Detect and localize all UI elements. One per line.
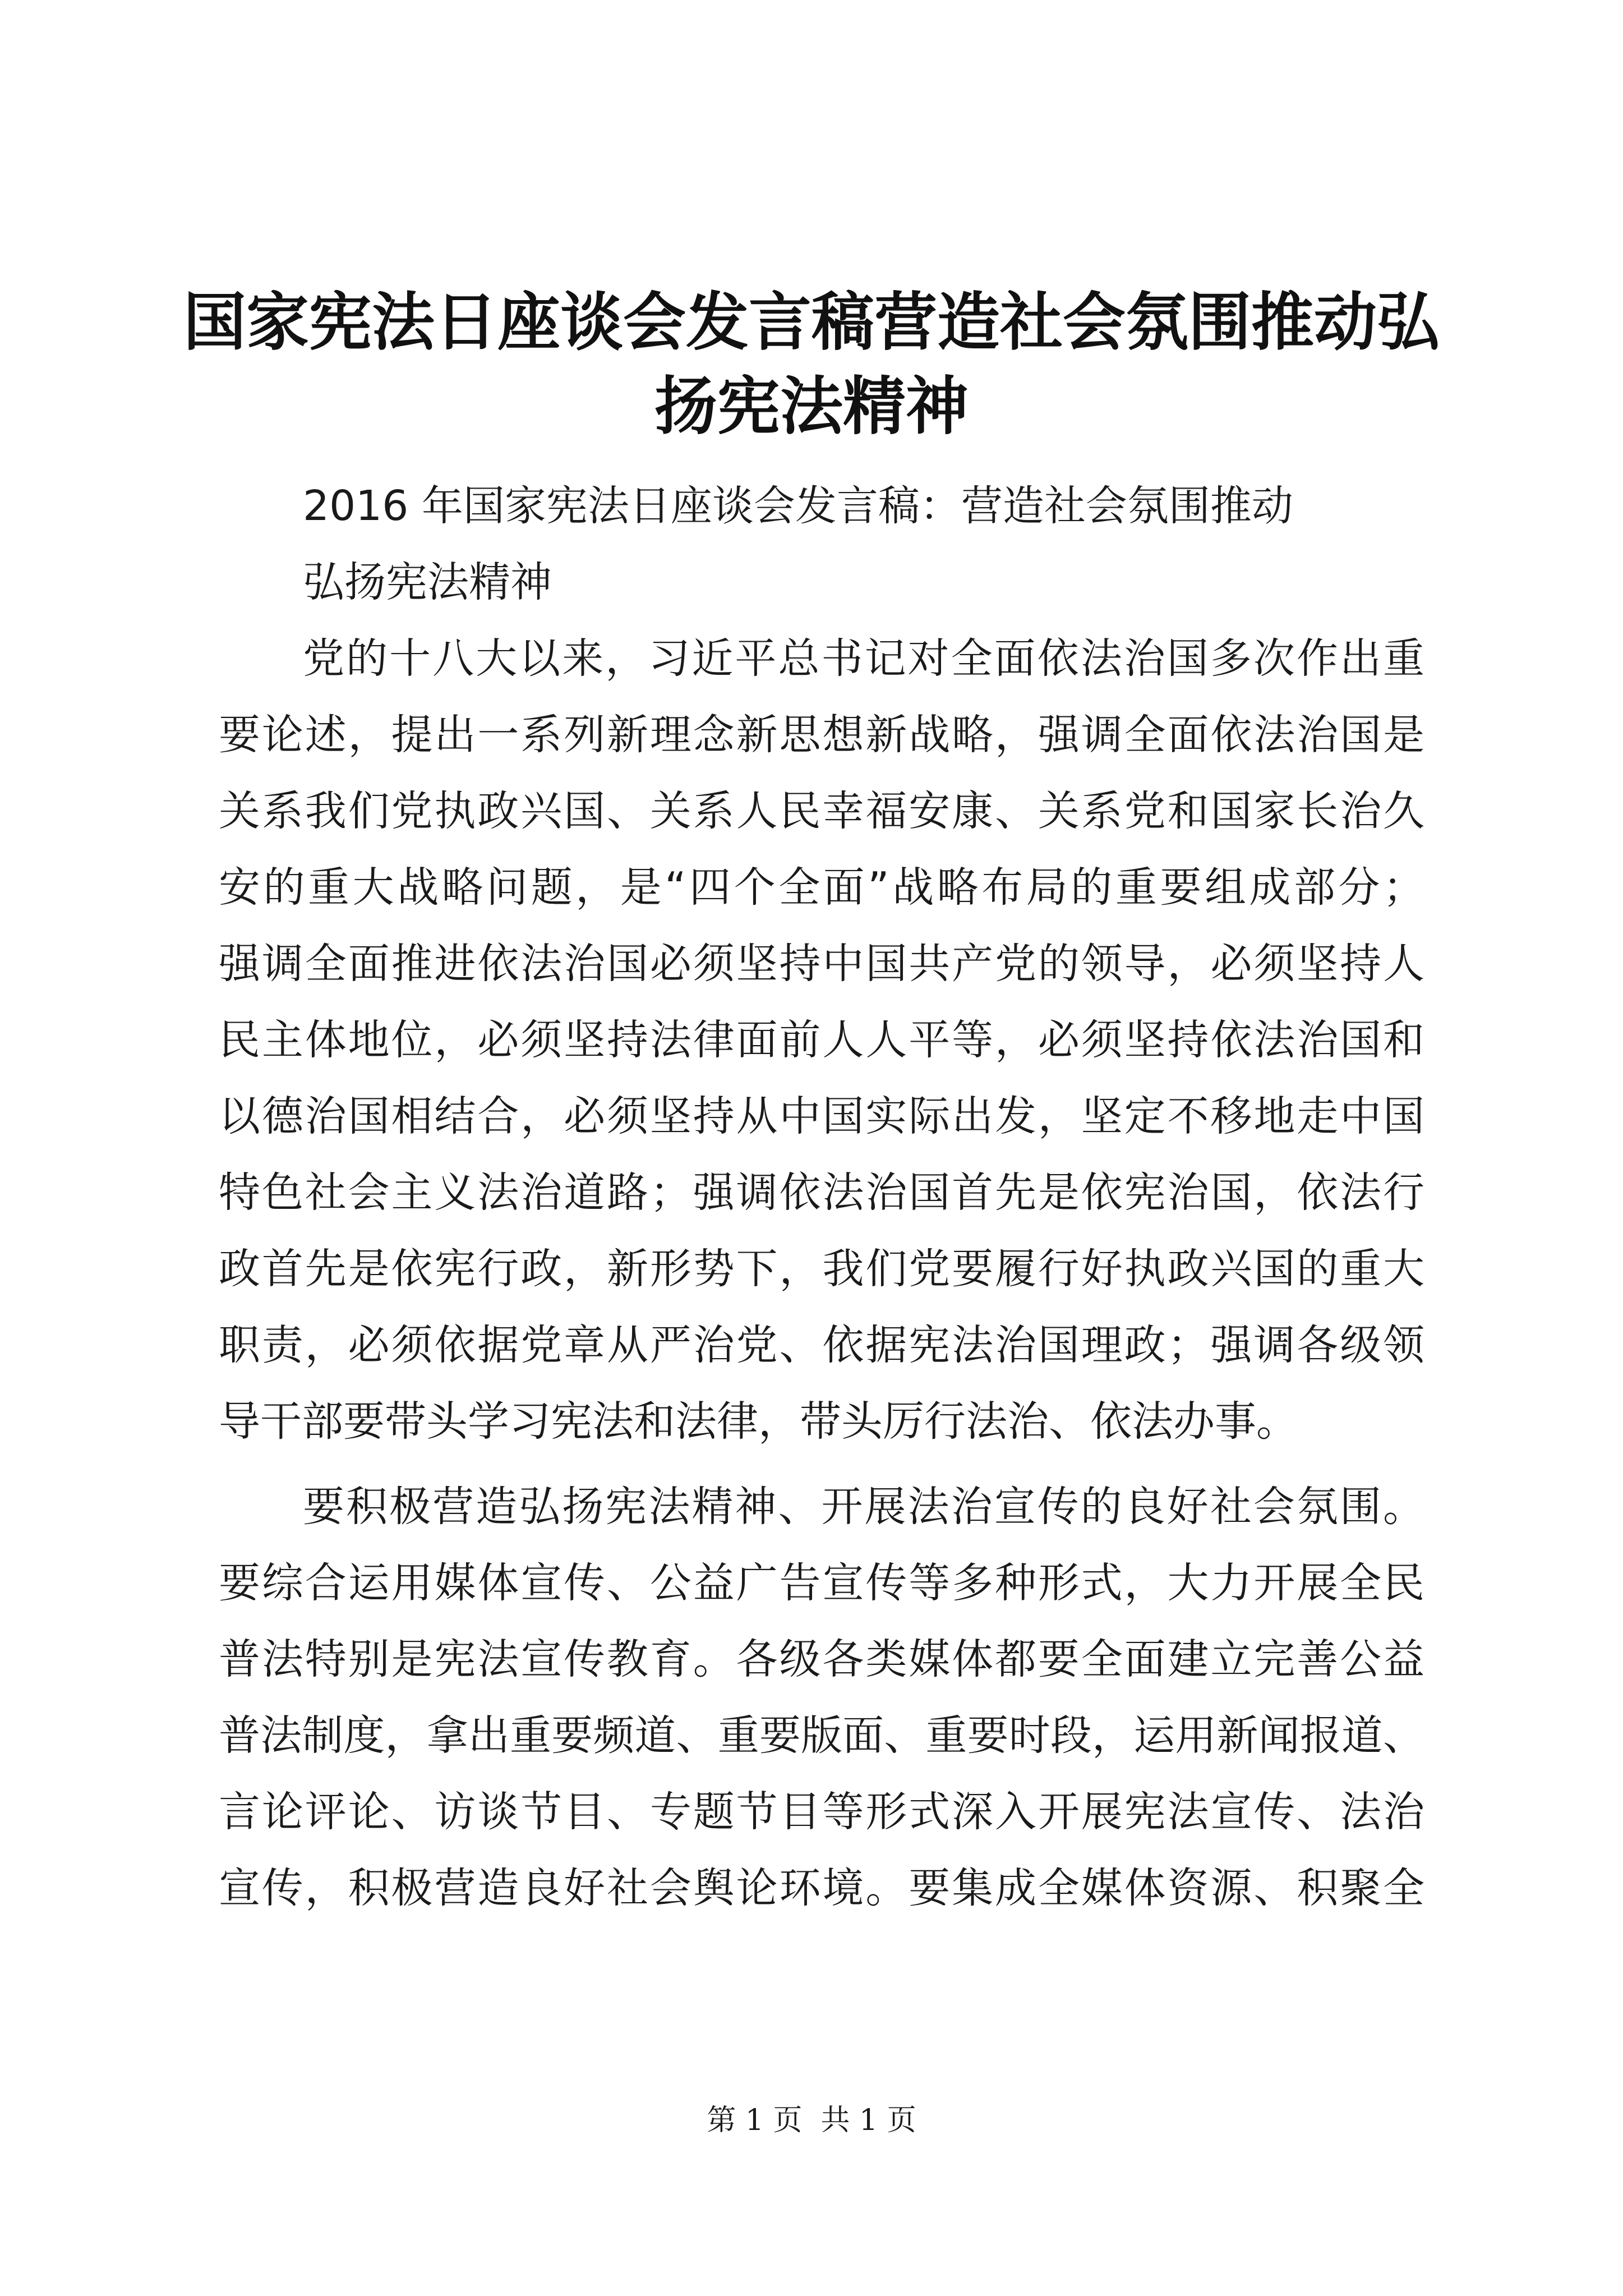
subtitle-line-1: 2016 年国家宪法日座谈会发言稿：营造社会氛围推动: [303, 482, 1293, 530]
paragraph-1-line-8: 特色社会主义法治道路；强调依法治国首先是依宪治国，依法行: [219, 1168, 1424, 1217]
paragraph-2-line-4: 普法制度，拿出重要频道、重要版面、重要时段，运用新闻报道、: [219, 1711, 1424, 1760]
paragraph-1-line-4: 安的重大战略问题，是“四个全面”战略布局的重要组成部分；: [219, 863, 1424, 912]
paragraph-1-line-10: 职责，必须依据党章从严治党、依据宪法治国理政；强调各级领: [219, 1321, 1424, 1369]
paragraph-1-line-3: 关系我们党执政兴国、关系人民幸福安康、关系党和国家长治久: [219, 787, 1424, 835]
paragraph-1-line-6: 民主体地位，必须坚持法律面前人人平等，必须坚持依法治国和: [219, 1016, 1424, 1064]
page-number-footer: 第 1 页 共 1 页: [707, 2104, 916, 2137]
paragraph-2-line-3: 普法特别是宪法宣传教育。各级各类媒体都要全面建立完善公益: [219, 1635, 1424, 1683]
paragraph-2-line-1: 要积极营造弘扬宪法精神、开展法治宣传的良好社会氛围。: [303, 1483, 1424, 1531]
paragraph-2-line-6: 宣传，积极营造良好社会舆论环境。要集成全媒体资源、积聚全: [219, 1864, 1424, 1912]
paragraph-1-line-7: 以德治国相结合，必须坚持从中国实际出发，坚定不移地走中国: [219, 1092, 1424, 1140]
paragraph-2-line-2: 要综合运用媒体宣传、公益广告宣传等多种形式，大力开展全民: [219, 1559, 1424, 1607]
document-title-line-1: 国家宪法日座谈会发言稿营造社会氛围推动弘: [183, 286, 1440, 359]
subtitle-line-2: 弘扬宪法精神: [303, 558, 552, 606]
paragraph-1-line-9: 政首先是依宪行政，新形势下，我们党要履行好执政兴国的重大: [219, 1245, 1424, 1293]
paragraph-1-line-5: 强调全面推进依法治国必须坚持中国共产党的领导，必须坚持人: [219, 940, 1424, 988]
paragraph-1-line-2: 要论述，提出一系列新理念新思想新战略，强调全面依法治国是: [219, 711, 1424, 759]
paragraph-1-line-11: 导干部要带头学习宪法和法律，带头厉行法治、依法办事。: [219, 1397, 1298, 1446]
paragraph-1-line-1: 党的十八大以来，习近平总书记对全面依法治国多次作出重: [303, 634, 1424, 683]
paragraph-2-line-5: 言论评论、访谈节目、专题节目等形式深入开展宪法宣传、法治: [219, 1788, 1424, 1836]
document-title-line-2: 扬宪法精神: [654, 370, 969, 443]
